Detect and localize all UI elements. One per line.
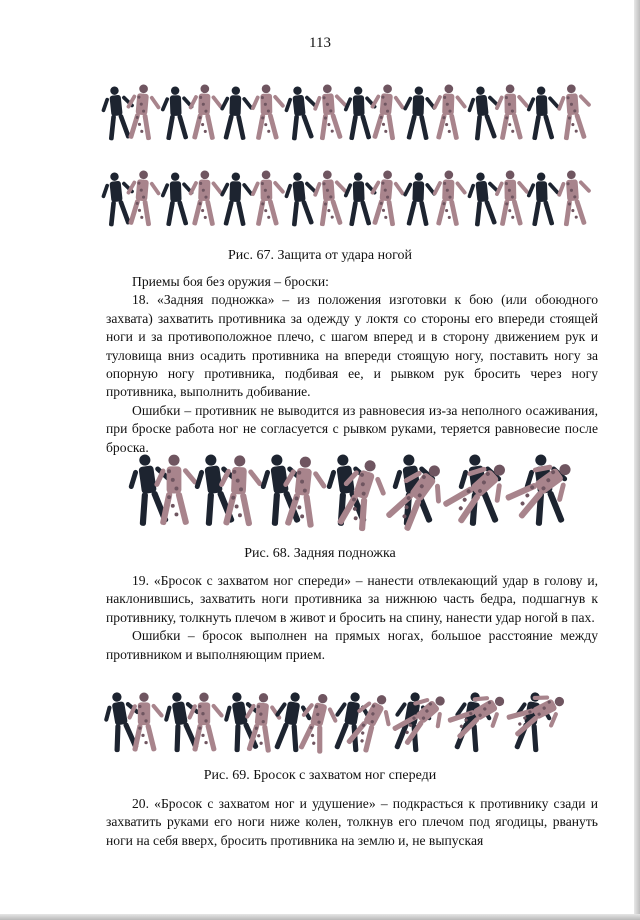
fighter-camo (250, 84, 286, 140)
thrower-dark (269, 690, 316, 755)
paragraph-19: 19. «Бросок с захватом ног спереди» – нанести отвлекающий удар в голову и, наклонившись, захватить ноги противника за нижнюю часть бедра, подшагнув к противнику, толкнуть плечом в живот и бросить на спину, нанести удар ногой в пах. (106, 573, 598, 625)
figure-69-caption: Рис. 69. Бросок с захватом ног спереди (203, 768, 437, 783)
paragraph-20: 20. «Бросок с захватом ног и удушение» – подкрасться к противнику сзади и захватить руками его ноги ниже колен, толкнув его плечом под ягодицы, рвануть ноги на себя вверх, бросить противника на землю и, не выпуская (106, 796, 598, 848)
opponent-camo (217, 455, 265, 528)
section-intro: Приемы боя без оружия – броски: (132, 274, 329, 289)
figure-67-illustration (100, 80, 600, 240)
figure-68-caption: Рис. 68. Задняя подножка (244, 546, 396, 561)
paragraph-18: 18. «Задняя подножка» – из положения изготовки к бою (или обоюдного захвата) захватить противника за одежду у локтя со стороны его впереди стоящей ноги и за противоположное плечо, с шагом вперед и в сторону движением рук и туловища вниз осадить противника на впереди стоящую ногу, поставить ногу за опорную ногу противника, подбивая ее, и рывком рук бросить через ногу противника, выполнить добивание. (106, 292, 598, 400)
fighter-camo (494, 84, 530, 140)
figure-68-illustration (128, 450, 604, 535)
fighter-camo (555, 169, 594, 227)
figure-67-caption: Рис. 67. Защита от удара ногой (228, 248, 412, 263)
paragraph-19-errors: Ошибки – бросок выполнен на прямых ногах, большое расстояние между противником и выполняющим прием. (106, 628, 598, 662)
fighter-camo (494, 170, 530, 226)
fighter-dark (526, 86, 562, 141)
fighter-camo (187, 84, 224, 141)
fighter-camo (250, 170, 286, 226)
paragraph-18-errors: Ошибки – противник не выводится из равновесия из-за неполного осаживания, при броске работа ног не согласуется с рывком руками, теряется равновесие после броска. (106, 402, 598, 455)
page-edge-shadow (0, 914, 640, 920)
fighter-dark (343, 172, 379, 227)
fighter-dark (219, 172, 255, 227)
opponent-camo (503, 688, 573, 745)
fighter-dark (465, 171, 504, 228)
body-text-block-2 (106, 572, 598, 664)
opponent-camo (379, 454, 457, 535)
fighter-dark (402, 172, 438, 227)
figure-69-image (100, 688, 600, 760)
fighter-camo (311, 83, 350, 141)
fighter-camo (187, 170, 224, 227)
fighter-camo (431, 84, 468, 141)
fighter-dark (402, 86, 438, 141)
figure-68-image (128, 450, 604, 535)
fighter-dark (526, 172, 562, 227)
fighter-camo (431, 170, 468, 227)
fighter-dark (465, 85, 504, 142)
fighter-dark (160, 86, 196, 141)
fighter-dark (343, 86, 379, 141)
fighter-dark (219, 86, 255, 141)
figure-67-image (100, 80, 600, 240)
page-number: 113 (309, 35, 331, 51)
fighter-camo (367, 169, 407, 227)
figure-69-illustration (100, 688, 600, 760)
fighter-dark (282, 171, 321, 228)
fighter-camo (555, 83, 594, 141)
fighter-dark (160, 172, 196, 227)
fighter-dark (282, 85, 321, 142)
fighter-camo (311, 169, 350, 227)
body-text-block-1 (106, 273, 598, 457)
body-text-block-3 (106, 795, 598, 850)
fighter-camo (367, 83, 407, 141)
